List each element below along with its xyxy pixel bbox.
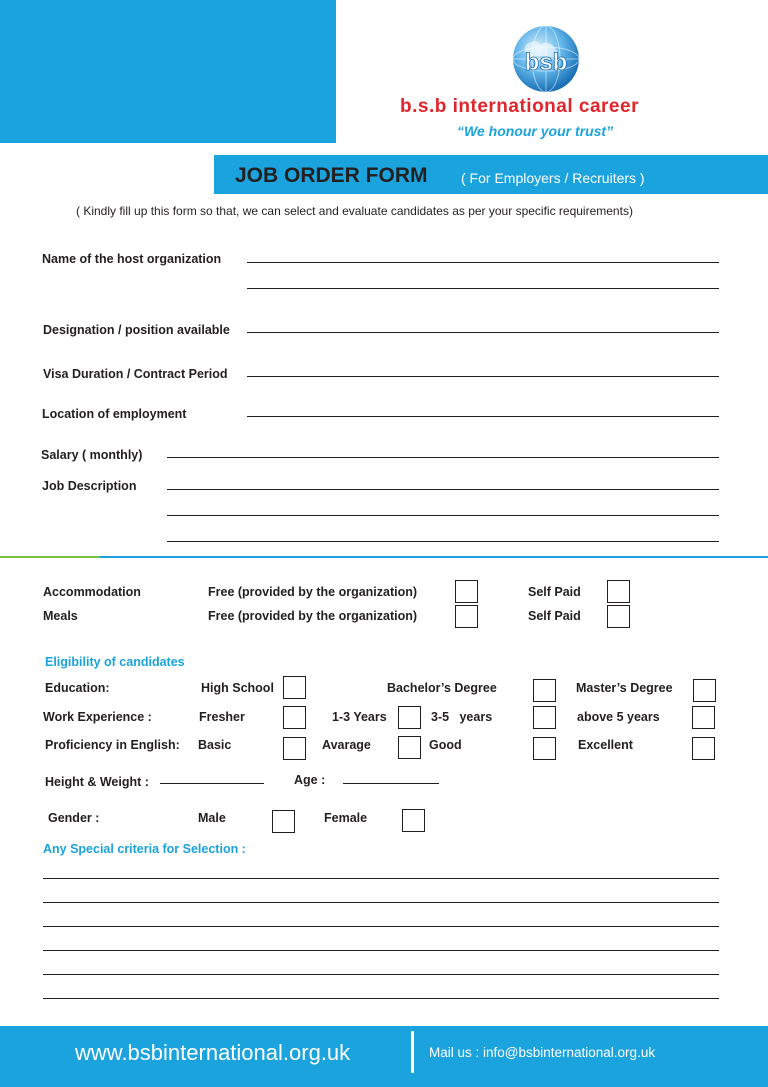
english-excellent-checkbox[interactable] [692, 737, 715, 760]
header-blue-block [0, 0, 336, 143]
section-divider-green [0, 556, 100, 558]
salary-line[interactable] [167, 457, 719, 458]
english-excellent-label: Excellent [578, 738, 633, 752]
meals-free-checkbox[interactable] [455, 605, 478, 628]
age-line[interactable] [343, 783, 439, 784]
education-bachelor-label: Bachelor’s Degree [387, 681, 497, 695]
education-high-school-label: High School [201, 681, 274, 695]
experience-1-3-checkbox[interactable] [398, 706, 421, 729]
education-label: Education: [45, 681, 110, 695]
form-title: JOB ORDER FORM [235, 164, 428, 187]
globe-logo [511, 24, 581, 94]
english-label: Proficiency in English: [45, 738, 180, 752]
host-org-line-2[interactable] [247, 288, 719, 289]
designation-line[interactable] [247, 332, 719, 333]
job-desc-label: Job Description [42, 479, 137, 493]
salary-label: Salary ( monthly) [41, 448, 143, 462]
gender-female-label: Female [324, 811, 368, 825]
special-criteria-heading: Any Special criteria for Selection : [43, 842, 246, 856]
footer-mail[interactable]: Mail us : info@bsbinternational.org.uk [429, 1045, 656, 1060]
education-bachelor-checkbox[interactable] [533, 679, 556, 702]
form-subtitle: ( For Employers / Recruiters ) [461, 170, 645, 186]
education-master-checkbox[interactable] [693, 679, 716, 702]
designation-label: Designation / position available [43, 323, 230, 337]
experience-fresher-label: Fresher [199, 710, 245, 724]
experience-label: Work Experience : [43, 710, 152, 724]
meals-free-label: Free (provided by the organization) [208, 609, 418, 623]
special-criteria-line-2[interactable] [43, 902, 719, 903]
experience-above-5-label: above 5 years [577, 710, 660, 724]
job-desc-line-2[interactable] [167, 515, 719, 516]
english-good-label: Good [429, 738, 462, 752]
special-criteria-line-5[interactable] [43, 974, 719, 975]
brand-tagline: “We honour your trust” [457, 123, 614, 139]
location-label: Location of employment [42, 407, 187, 421]
form-instruction: ( Kindly fill up this form so that, we can select and evaluate candidates as per your specific requirements) [76, 204, 633, 218]
gender-label: Gender : [48, 811, 100, 825]
height-weight-line[interactable] [160, 783, 264, 784]
meals-self-paid-label: Self Paid [528, 609, 581, 623]
english-average-checkbox[interactable] [398, 736, 421, 759]
host-org-label: Name of the host organization [42, 252, 222, 266]
english-basic-label: Basic [198, 738, 232, 752]
visa-line[interactable] [247, 376, 719, 377]
experience-3-5-label: 3-5 years [431, 710, 493, 724]
job-desc-line-3[interactable] [167, 541, 719, 542]
accommodation-self-paid-checkbox[interactable] [607, 580, 630, 603]
globe-icon [511, 24, 581, 94]
experience-1-3-label: 1-3 Years [332, 710, 387, 724]
brand-name: b.s.b international career [400, 96, 639, 117]
height-weight-label: Height & Weight : [45, 775, 149, 789]
education-high-school-checkbox[interactable] [283, 676, 306, 699]
special-criteria-line-3[interactable] [43, 926, 719, 927]
footer-separator [411, 1031, 414, 1073]
accommodation-free-checkbox[interactable] [455, 580, 478, 603]
experience-fresher-checkbox[interactable] [283, 706, 306, 729]
education-master-label: Master’s Degree [576, 681, 673, 695]
footer-website[interactable]: www.bsbinternational.org.uk [75, 1040, 351, 1065]
eligibility-heading: Eligibility of candidates [45, 655, 185, 669]
special-criteria-line-1[interactable] [43, 878, 719, 879]
english-basic-checkbox[interactable] [283, 737, 306, 760]
gender-female-checkbox[interactable] [402, 809, 425, 832]
english-average-label: Avarage [322, 738, 371, 752]
accommodation-label: Accommodation [43, 585, 141, 599]
location-line[interactable] [247, 416, 719, 417]
accommodation-free-label: Free (provided by the organization) [208, 585, 418, 599]
job-desc-line-1[interactable] [167, 489, 719, 490]
meals-label: Meals [43, 609, 78, 623]
special-criteria-line-4[interactable] [43, 950, 719, 951]
section-divider-blue [100, 556, 768, 558]
gender-male-checkbox[interactable] [272, 810, 295, 833]
logo-text: bsb [524, 49, 568, 76]
special-criteria-line-6[interactable] [43, 998, 719, 999]
visa-label: Visa Duration / Contract Period [43, 367, 228, 381]
host-org-line-1[interactable] [247, 262, 719, 263]
gender-male-label: Male [198, 811, 226, 825]
english-good-checkbox[interactable] [533, 737, 556, 760]
accommodation-self-paid-label: Self Paid [528, 585, 581, 599]
meals-self-paid-checkbox[interactable] [607, 605, 630, 628]
experience-3-5-checkbox[interactable] [533, 706, 556, 729]
age-label: Age : [294, 773, 326, 787]
experience-above-5-checkbox[interactable] [692, 706, 715, 729]
